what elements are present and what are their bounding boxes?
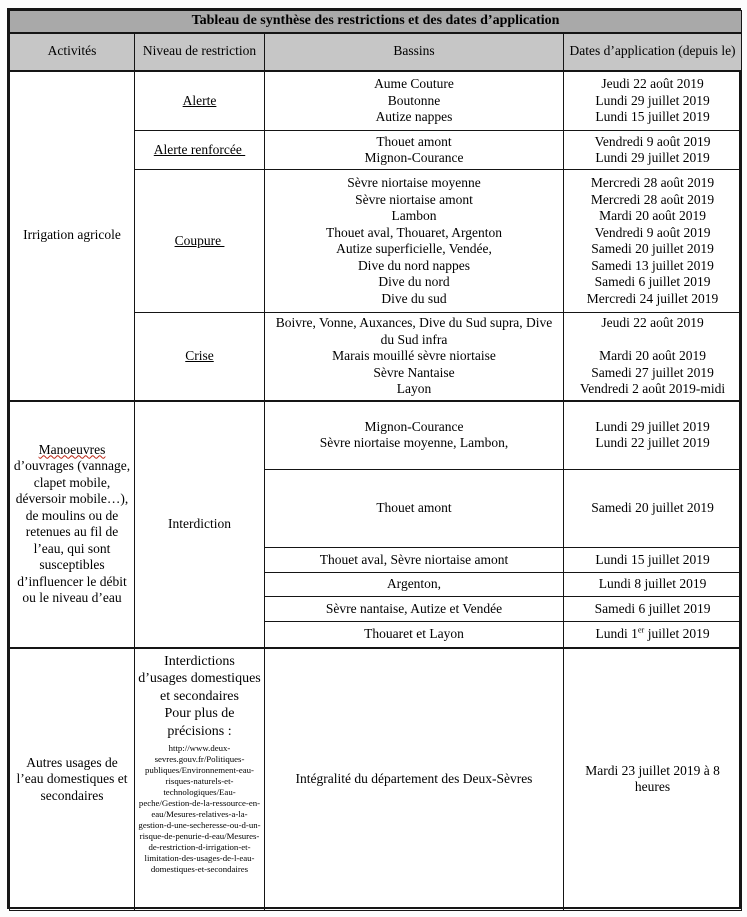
date-line: Lundi 29 juillet 2019 <box>595 418 710 434</box>
date-line: Jeudi 22 août 2019 <box>601 315 704 330</box>
date-line: Mardi 20 août 2019 <box>599 348 706 363</box>
date-prefix: Lundi 1 <box>595 626 638 641</box>
bassin-line: Autize nappes <box>375 109 453 124</box>
date-line: Mercredi 28 août 2019 <box>590 175 715 190</box>
bassins-cell-interdiction-2: Thouet amont <box>265 470 564 548</box>
row-alerte <box>10 71 742 131</box>
bassins-cell-coupure <box>265 170 564 313</box>
bassin-line: Mignon-Courance <box>364 150 464 165</box>
level-label-crise: Crise <box>185 348 214 363</box>
bassins-cell-interdiction-3: Thouet aval, Sèvre niortaise amont <box>265 548 564 573</box>
date-line: Mercredi 28 août 2019 <box>590 191 715 207</box>
dates-cell-interdiction-2: Samedi 20 juillet 2019 <box>564 470 742 548</box>
date-line: Samedi 13 juillet 2019 <box>591 257 714 273</box>
bassins-cell-interdiction-5: Sèvre nantaise, Autize et Vendée <box>265 597 564 622</box>
level-label-coupure: Coupure <box>174 232 225 248</box>
bassin-line: Marais mouillé sèvre niortaise <box>332 348 496 363</box>
date-line <box>567 332 738 349</box>
date-suffix: juillet 2019 <box>644 626 710 641</box>
col-header-bassins: Bassins <box>265 33 564 71</box>
row-interdiction-1 <box>10 401 742 470</box>
dates-cell-interdiction-1 <box>564 401 742 470</box>
dates-cell-autres: Mardi 23 juillet 2019 à 8 heures <box>564 648 742 911</box>
bassin-line: Thouet amont <box>376 133 452 149</box>
activity-cell-irrigation: Irrigation agricole <box>10 71 135 401</box>
bassins-cell-alerte <box>265 71 564 131</box>
dates-cell-interdiction-6 <box>564 622 742 648</box>
bassin-line: Sèvre niortaise moyenne <box>347 175 481 190</box>
bassin-line: Aume Couture <box>374 76 454 91</box>
date-line: Samedi 20 juillet 2019 <box>591 241 714 256</box>
col-header-niveau: Niveau de restriction <box>135 33 265 71</box>
row-autres-usages <box>10 648 742 911</box>
bassin-line: Sèvre niortaise amont <box>355 191 473 207</box>
date-line: Lundi 29 juillet 2019 <box>595 150 710 165</box>
level-cell-coupure <box>135 170 265 313</box>
header-row <box>10 33 742 71</box>
activity-text-ouvrages: d’ouvrages (vannage, clapet mobile, déversoir mobile…), de moulins ou de retenues au fil de l’eau, qui sont susceptibles d’influencer le débit ou le niveau d’eau <box>13 458 131 605</box>
date-line: Mardi 20 août 2019 <box>599 208 706 223</box>
bassins-cell-interdiction-1 <box>265 401 564 470</box>
bassin-line: Boutonne <box>387 92 441 108</box>
date-line: Vendredi 9 août 2019 <box>594 133 711 149</box>
table-title: Tableau de synthèse des restrictions et des dates d’application <box>10 11 742 33</box>
bassin-line: Boivre, Vonne, Auxances, Dive du Sud supra, Dive du Sud infra <box>275 315 553 347</box>
date-line: Lundi 29 juillet 2019 <box>595 92 710 108</box>
date-line: Vendredi 2 août 2019-midi <box>579 381 726 396</box>
bassins-cell-crise <box>265 313 564 401</box>
dates-cell-interdiction-5: Samedi 6 juillet 2019 <box>564 597 742 622</box>
bassin-line: Lambon <box>391 208 437 223</box>
activity-word-manoeuvres: Manoeuvres <box>38 441 106 457</box>
date-ordinal: er <box>637 625 645 635</box>
level-cell-alerte <box>135 71 265 131</box>
dates-cell-coupure <box>564 170 742 313</box>
level-label-autres: Interdictions d’usages domestiques et secondaires <box>138 653 261 704</box>
dates-cell-crise <box>564 313 742 401</box>
activity-cell-ouvrages <box>10 401 135 648</box>
date-line: Samedi 6 juillet 2019 <box>594 274 711 289</box>
bassin-line: Dive du nord <box>378 274 450 289</box>
activity-cell-autres: Autres usages de l’eau domestiques et secondaires <box>10 648 135 911</box>
dates-cell-alerte-renforcee <box>564 131 742 170</box>
restrictions-table <box>7 8 741 909</box>
level-cell-autres <box>135 648 265 911</box>
date-line: Jeudi 22 août 2019 <box>601 76 704 91</box>
date-line: Samedi 27 juillet 2019 <box>591 364 714 380</box>
date-line: Lundi 15 juillet 2019 <box>595 109 710 124</box>
col-header-activites: Activités <box>10 33 135 71</box>
level-cell-interdiction: Interdiction <box>135 401 265 648</box>
bassin-line: Thouet aval, Thouaret, Argenton <box>325 224 503 240</box>
title-row <box>10 11 742 33</box>
date-line: Mercredi 24 juillet 2019 <box>586 290 719 306</box>
bassin-line: Autize superficielle, Vendée, <box>336 241 492 256</box>
level-label-alerte-renforcee: Alerte renforcée <box>153 141 246 157</box>
bassin-line: Sèvre Nantaise <box>373 364 455 380</box>
dates-cell-interdiction-3: Lundi 15 juillet 2019 <box>564 548 742 573</box>
bassin-line: Dive du nord nappes <box>357 257 471 273</box>
bassin-line: Mignon-Courance <box>364 418 464 434</box>
dates-cell-alerte <box>564 71 742 131</box>
level-cell-crise <box>135 313 265 401</box>
level-label-alerte: Alerte <box>182 92 217 108</box>
bassin-line: Dive du sud <box>381 290 447 306</box>
bassin-line: Sèvre niortaise moyenne, Lambon, <box>319 435 509 451</box>
level-cell-alerte-renforcee <box>135 131 265 170</box>
synthesis-table <box>9 10 742 911</box>
date-line: Lundi 22 juillet 2019 <box>595 435 710 451</box>
bassins-cell-interdiction-4: Argenton, <box>265 573 564 597</box>
bassins-cell-interdiction-6: Thouaret et Layon <box>265 622 564 648</box>
level-note: Pour plus de précisions : <box>164 706 235 739</box>
info-url: http://www.deux-sevres.gouv.fr/Politiques-publiques/Environnement-eau-risques-naturels-et-technologiques/Eau-peche/Gestion-de-la-ressource-en-eau/Mesures-relatives-a-la-gestion-d-une-secheresse-ou-d-un-risque-de-penurie-d-eau/Mesures-de-restriction-d-irrigation-et-limitation-des-usages-de-l-eau-domestiques-et-secondaires <box>138 743 261 874</box>
bassins-cell-autres: Intégralité du département des Deux-Sèvres <box>265 648 564 911</box>
dates-cell-interdiction-4: Lundi 8 juillet 2019 <box>564 573 742 597</box>
col-header-dates: Dates d’application (depuis le) <box>564 33 742 71</box>
date-line: Vendredi 9 août 2019 <box>594 224 711 240</box>
bassin-line: Layon <box>396 381 432 396</box>
bassins-cell-alerte-renforcee <box>265 131 564 170</box>
